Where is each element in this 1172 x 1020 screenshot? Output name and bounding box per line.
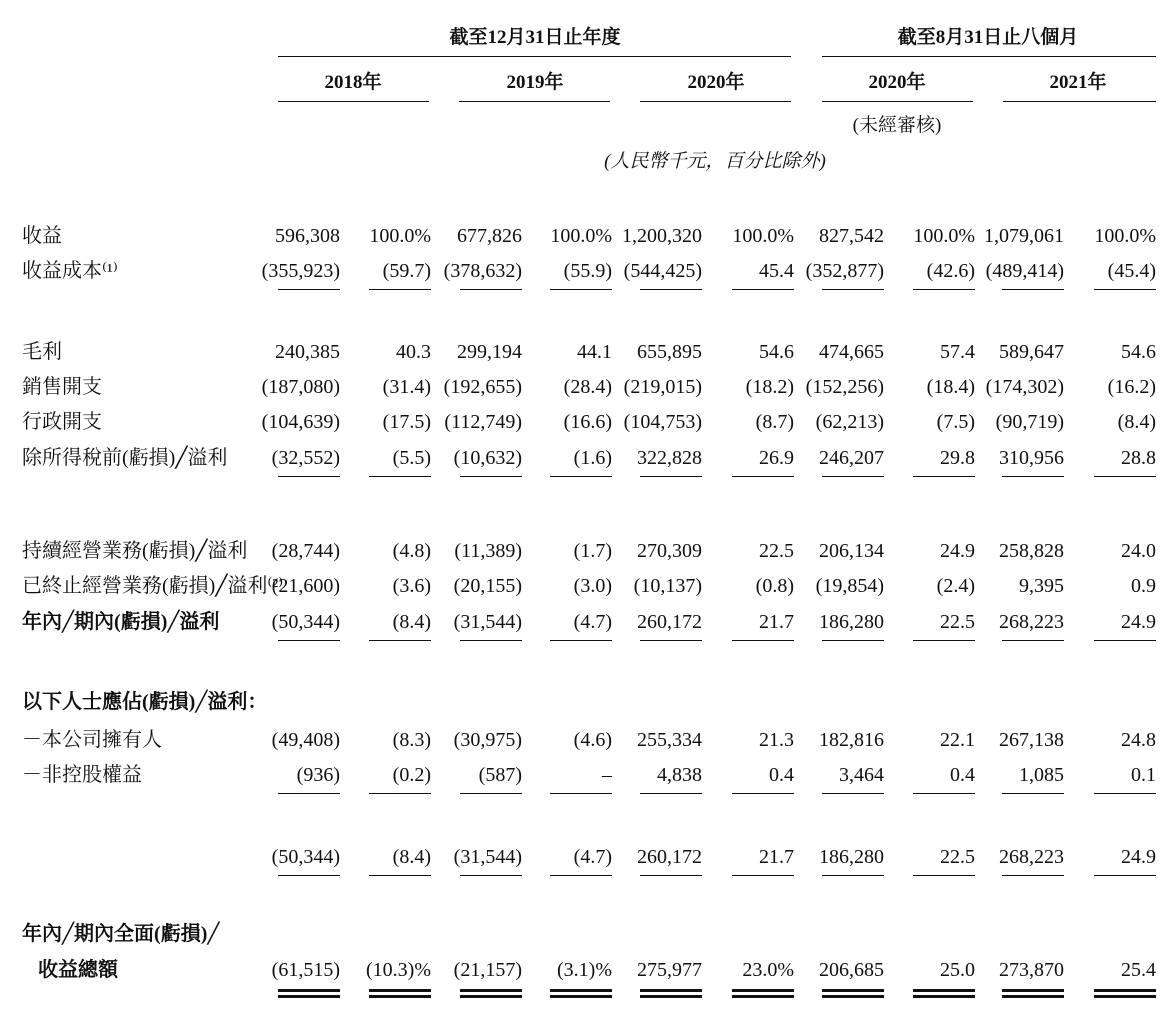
year-2020-eight-months: 2020年	[868, 72, 926, 93]
amount-cell: 268,223	[999, 611, 1064, 633]
amount-cell: 596,308	[275, 225, 340, 247]
amount-cell: (378,632)	[443, 260, 522, 282]
amount-cell: (219,015)	[623, 376, 702, 398]
percentage-cell: 54.6	[1121, 341, 1156, 363]
percentage-cell: 100.0%	[369, 225, 431, 247]
amount-cell: 182,816	[819, 729, 884, 751]
percentage-cell: (4.8)	[392, 540, 431, 562]
underline	[913, 289, 975, 290]
underline	[732, 793, 794, 794]
percentage-cell: (8.4)	[392, 846, 431, 868]
underline	[1002, 640, 1064, 641]
percentage-cell: (3.1)%	[557, 959, 612, 981]
percentage-cell: (4.7)	[573, 846, 612, 868]
percentage-cell: (8.3)	[392, 729, 431, 751]
percentage-cell: 22.5	[940, 611, 975, 633]
underline	[460, 476, 522, 477]
amount-cell: (104,753)	[623, 411, 702, 433]
amount-cell: 322,828	[637, 447, 702, 469]
amount-cell: 260,172	[637, 611, 702, 633]
double-underline	[732, 989, 794, 998]
unit-note: (人民幣千元，百分比除外)	[604, 151, 826, 172]
amount-cell: (352,877)	[805, 260, 884, 282]
underline	[460, 875, 522, 876]
row-label: 除所得稅前(虧損)╱溢利	[22, 447, 228, 469]
percentage-cell: (31.4)	[382, 376, 431, 398]
percentage-cell: (8.7)	[755, 411, 794, 433]
row-label: 年內╱期內全面(虧損)╱	[22, 923, 220, 945]
percentage-cell: (0.8)	[755, 575, 794, 597]
underline	[369, 640, 431, 641]
underline	[732, 476, 794, 477]
underline	[460, 640, 522, 641]
percentage-cell: (8.4)	[1117, 411, 1156, 433]
percentage-cell: 25.0	[940, 959, 975, 981]
amount-cell: 827,542	[819, 225, 884, 247]
amount-cell: (90,719)	[995, 411, 1064, 433]
underline	[278, 289, 340, 290]
row-label: 年內╱期內(虧損)╱溢利	[22, 611, 220, 633]
amount-cell: 1,079,061	[984, 225, 1064, 247]
amount-cell: 4,838	[657, 764, 702, 786]
year-rule	[459, 101, 610, 102]
percentage-cell: (10.3)%	[366, 959, 431, 981]
year-2018: 2018年	[324, 72, 382, 93]
amount-cell: (10,137)	[633, 575, 702, 597]
amount-cell: (355,923)	[261, 260, 340, 282]
row-label: 收益總額	[38, 959, 118, 981]
unaudited-note: (未經審核)	[852, 115, 942, 136]
underline	[822, 875, 884, 876]
year-2020: 2020年	[687, 72, 745, 93]
amount-cell: 260,172	[637, 846, 702, 868]
amount-cell: 186,280	[819, 846, 884, 868]
percentage-cell: 24.8	[1121, 729, 1156, 751]
amount-cell: 206,134	[819, 540, 884, 562]
percentage-cell: 21.7	[759, 846, 794, 868]
header-rule	[822, 56, 1156, 57]
amount-cell: 655,895	[637, 341, 702, 363]
underline	[822, 476, 884, 477]
percentage-cell: (0.2)	[392, 764, 431, 786]
amount-cell: 275,977	[637, 959, 702, 981]
amount-cell: (192,655)	[443, 376, 522, 398]
percentage-cell: 23.0%	[742, 959, 794, 981]
underline	[822, 289, 884, 290]
double-underline	[278, 989, 340, 998]
double-underline	[1094, 989, 1156, 998]
percentage-cell: (16.2)	[1107, 376, 1156, 398]
percentage-cell: (42.6)	[926, 260, 975, 282]
amount-cell: (587)	[478, 764, 522, 786]
underline	[278, 476, 340, 477]
percentage-cell: 24.9	[1121, 846, 1156, 868]
percentage-cell: (1.6)	[573, 447, 612, 469]
row-label: 毛利	[22, 341, 62, 363]
amount-cell: 299,194	[457, 341, 522, 363]
amount-cell: (31,544)	[453, 846, 522, 868]
underline	[640, 640, 702, 641]
percentage-cell: 0.1	[1131, 764, 1156, 786]
underline	[1002, 476, 1064, 477]
percentage-cell: 44.1	[577, 341, 612, 363]
underline	[369, 476, 431, 477]
percentage-cell: (8.4)	[392, 611, 431, 633]
percentage-cell: (3.0)	[573, 575, 612, 597]
amount-cell: (31,544)	[453, 611, 522, 633]
underline	[913, 793, 975, 794]
double-underline	[460, 989, 522, 998]
double-underline	[822, 989, 884, 998]
percentage-cell: 21.7	[759, 611, 794, 633]
row-label: 收益成本⁽¹⁾	[22, 260, 118, 282]
amount-cell: (50,344)	[271, 611, 340, 633]
year-2019: 2019年	[506, 72, 564, 93]
percentage-cell: 29.8	[940, 447, 975, 469]
row-label: 銷售開支	[22, 376, 102, 398]
header-group-eight-months: 截至8月31日止八個月	[897, 27, 1079, 48]
percentage-cell: (18.2)	[745, 376, 794, 398]
percentage-cell: (17.5)	[382, 411, 431, 433]
underline	[278, 793, 340, 794]
percentage-cell: 24.9	[1121, 611, 1156, 633]
amount-cell: 589,647	[999, 341, 1064, 363]
percentage-cell: (18.4)	[926, 376, 975, 398]
underline	[278, 640, 340, 641]
amount-cell: (187,080)	[261, 376, 340, 398]
row-label: 收益	[22, 225, 62, 247]
amount-cell: 3,464	[839, 764, 884, 786]
amount-cell: 206,685	[819, 959, 884, 981]
amount-cell: 267,138	[999, 729, 1064, 751]
percentage-cell: 22.5	[759, 540, 794, 562]
header-group-fiscal-year: 截至12月31日止年度	[449, 27, 621, 48]
underline	[1094, 793, 1156, 794]
underline	[913, 476, 975, 477]
amount-cell: (11,389)	[454, 540, 522, 562]
percentage-cell: 0.4	[950, 764, 975, 786]
underline	[1002, 875, 1064, 876]
row-label: －本公司擁有人	[22, 729, 162, 751]
percentage-cell: (1.7)	[573, 540, 612, 562]
percentage-cell: (45.4)	[1107, 260, 1156, 282]
underline	[460, 793, 522, 794]
amount-cell: (152,256)	[805, 376, 884, 398]
double-underline	[550, 989, 612, 998]
amount-cell: (61,515)	[271, 959, 340, 981]
amount-cell: 273,870	[999, 959, 1064, 981]
amount-cell: 677,826	[457, 225, 522, 247]
amount-cell: (50,344)	[271, 846, 340, 868]
amount-cell: 9,395	[1019, 575, 1064, 597]
underline	[278, 875, 340, 876]
row-label: 已終止經營業務(虧損)╱溢利⁽²⁾	[22, 575, 284, 597]
percentage-cell: 24.9	[940, 540, 975, 562]
percentage-cell: 54.6	[759, 341, 794, 363]
percentage-cell: 100.0%	[550, 225, 612, 247]
amount-cell: (489,414)	[985, 260, 1064, 282]
row-label: 行政開支	[22, 411, 102, 433]
underline	[550, 476, 612, 477]
underline	[640, 476, 702, 477]
row-label: 以下人士應佔(虧損)╱溢利：	[22, 691, 268, 713]
underline	[732, 289, 794, 290]
underline	[1002, 289, 1064, 290]
underline	[550, 289, 612, 290]
amount-cell: 1,085	[1019, 764, 1064, 786]
percentage-cell: 25.4	[1121, 959, 1156, 981]
underline	[1094, 875, 1156, 876]
underline	[550, 640, 612, 641]
year-rule	[278, 101, 429, 102]
amount-cell: 268,223	[999, 846, 1064, 868]
underline	[732, 640, 794, 641]
underline	[1094, 640, 1156, 641]
amount-cell: 1,200,320	[622, 225, 702, 247]
double-underline	[640, 989, 702, 998]
underline	[460, 289, 522, 290]
double-underline	[369, 989, 431, 998]
underline	[1094, 476, 1156, 477]
underline	[1094, 289, 1156, 290]
amount-cell: (19,854)	[815, 575, 884, 597]
amount-cell: (28,744)	[271, 540, 340, 562]
underline	[640, 289, 702, 290]
year-rule	[1003, 101, 1156, 102]
year-rule	[640, 101, 791, 102]
percentage-cell: (4.7)	[573, 611, 612, 633]
row-label: 持續經營業務(虧損)╱溢利	[22, 540, 248, 562]
amount-cell: (21,600)	[271, 575, 340, 597]
double-underline	[913, 989, 975, 998]
underline	[369, 793, 431, 794]
underline	[550, 793, 612, 794]
amount-cell: (49,408)	[271, 729, 340, 751]
amount-cell: 255,334	[637, 729, 702, 751]
amount-cell: (174,302)	[985, 376, 1064, 398]
percentage-cell: (55.9)	[563, 260, 612, 282]
underline	[1002, 793, 1064, 794]
row-label: －非控股權益	[22, 764, 142, 786]
year-2021-eight-months: 2021年	[1049, 72, 1107, 93]
underline	[732, 875, 794, 876]
percentage-cell: (4.6)	[573, 729, 612, 751]
amount-cell: 310,956	[999, 447, 1064, 469]
underline	[369, 875, 431, 876]
percentage-cell: (5.5)	[392, 447, 431, 469]
header-rule	[278, 56, 791, 57]
percentage-cell: 28.8	[1121, 447, 1156, 469]
double-underline	[1002, 989, 1064, 998]
percentage-cell: 0.9	[1131, 575, 1156, 597]
percentage-cell: (3.6)	[392, 575, 431, 597]
percentage-cell: (28.4)	[563, 376, 612, 398]
percentage-cell: 100.0%	[1094, 225, 1156, 247]
amount-cell: (112,749)	[444, 411, 522, 433]
underline	[913, 875, 975, 876]
percentage-cell: (2.4)	[936, 575, 975, 597]
percentage-cell: 24.0	[1121, 540, 1156, 562]
amount-cell: (936)	[296, 764, 340, 786]
percentage-cell: 100.0%	[732, 225, 794, 247]
amount-cell: (20,155)	[453, 575, 522, 597]
underline	[369, 289, 431, 290]
amount-cell: (32,552)	[271, 447, 340, 469]
amount-cell: 246,207	[819, 447, 884, 469]
underline	[550, 875, 612, 876]
percentage-cell: 45.4	[759, 260, 794, 282]
underline	[640, 793, 702, 794]
percentage-cell: 22.1	[940, 729, 975, 751]
percentage-cell: 0.4	[769, 764, 794, 786]
amount-cell: 186,280	[819, 611, 884, 633]
underline	[640, 875, 702, 876]
amount-cell: (21,157)	[453, 959, 522, 981]
amount-cell: 270,309	[637, 540, 702, 562]
amount-cell: (544,425)	[623, 260, 702, 282]
percentage-cell: 26.9	[759, 447, 794, 469]
underline	[822, 640, 884, 641]
percentage-cell: (16.6)	[563, 411, 612, 433]
amount-cell: (62,213)	[815, 411, 884, 433]
amount-cell: (10,632)	[453, 447, 522, 469]
percentage-cell: 40.3	[396, 341, 431, 363]
percentage-cell: (7.5)	[936, 411, 975, 433]
amount-cell: 240,385	[275, 341, 340, 363]
underline	[913, 640, 975, 641]
percentage-cell: 100.0%	[913, 225, 975, 247]
amount-cell: 474,665	[819, 341, 884, 363]
amount-cell: (104,639)	[261, 411, 340, 433]
percentage-cell: 21.3	[759, 729, 794, 751]
percentage-cell: 22.5	[940, 846, 975, 868]
underline	[822, 793, 884, 794]
amount-cell: (30,975)	[453, 729, 522, 751]
percentage-cell: 57.4	[940, 341, 975, 363]
percentage-cell: –	[602, 764, 612, 786]
amount-cell: 258,828	[999, 540, 1064, 562]
percentage-cell: (59.7)	[382, 260, 431, 282]
year-rule	[822, 101, 973, 102]
